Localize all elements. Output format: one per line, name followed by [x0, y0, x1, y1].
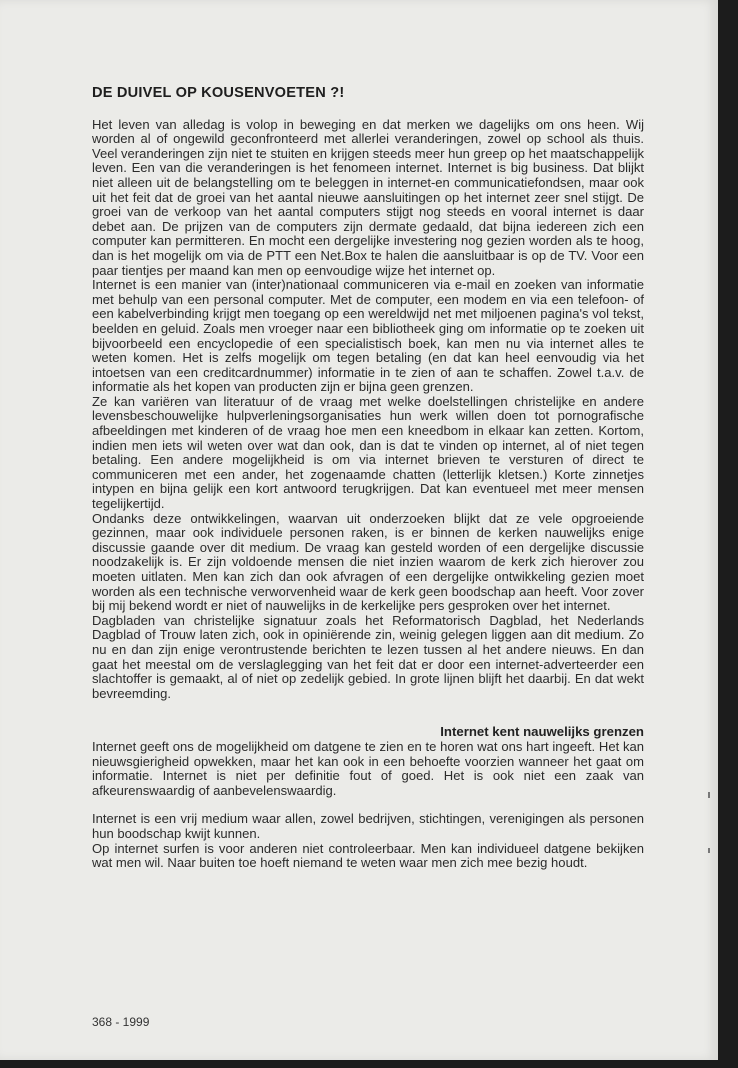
- paragraph: Op internet surfen is voor anderen niet controleerbaar. Men kan individueel datgene bekijken wat men wil. Naar buiten toe hoeft niemand te weten waar men zich mee bezig houdt.: [92, 840, 644, 871]
- scan-mark: [708, 792, 710, 798]
- scan-mark: [708, 848, 710, 853]
- paragraph: Het leven van alledag is volop in beweging en dat merken we dagelijks om ons heen. Wij worden al of ongewild geconfronteerd met allerlei veranderingen, zowel op school als thuis. Veel veranderingen zijn niet te stuiten en krijgen steeds meer hun greep op het maatschappelijk leven. Een van die veranderingen is het fenomeen internet. Internet is big business. Dat blijkt niet alleen uit de belangstelling om te beleggen in internet-en communicatiefondsen, maar ook uit het feit dat de groei van het aantal nieuwe aansluitingen op het internet zeer snel stijgt. De groei van de verkoop van het aantal computers stijgt nog steeds en vooral internet is daar debet aan. De prijzen van de computers zijn dermate gedaald, dat bijna iedereen zich een computer kan permitteren. En mocht een dergelijke investering nog gezien worden als te hoog, dan is het mogelijk om via de PTT een Net.Box te halen die aansluitbaar is op de TV. Voor een paar tientjes per maand kan men op eenvoudige wijze het internet op.: [92, 116, 644, 278]
- paragraph: Ondanks deze ontwikkelingen, waarvan uit onderzoeken blijkt dat ze vele opgroeiende gezinnen, maar ook individuele personen raken, is er binnen de kerken nauwelijks enige discussie gaande over dit medium. De vraag kan gesteld worden of een dergelijke discussie noodzakelijk is. Er zijn voldoende mensen die niet inzien waarom de kerk zich hierover zou moeten uitlaten. Men kan zich dan ook afvragen of een dergelijke ontwikkeling gezien moet worden als een technische verworvenheid waar de kerk geen boodschap aan heeft. Voor zover bij mij bekend wordt er niet of nauwelijks in de kerkelijke pers gesproken over het internet.: [92, 510, 644, 614]
- paragraph: Dagbladen van christelijke signatuur zoals het Reformatorisch Dagblad, het Nederlands Dagblad of Trouw laten zich, ook in opiniërende zin, weinig gelegen liggen aan dit medium. Zo nu en dan zijn enige verontrustende berichten te lezen tussen al het andere nieuws. En dan gaat het meestal om de verslaglegging van het feit dat er door een internet-adverteerder een slachtoffer is gemaakt, al of niet op zedelijk gebied. In grote lijnen blijft het daarbij. En dat wekt bevreemding.: [92, 612, 644, 701]
- paragraph: Internet is een vrij medium waar allen, zowel bedrijven, stichtingen, verenigingen als personen hun boodschap kwijt kunnen.: [92, 811, 644, 841]
- page-number: 368 - 1999: [92, 1015, 150, 1029]
- scan-edge-right: [718, 0, 738, 1068]
- paragraph: Ze kan variëren van literatuur of de vraag met welke doelstellingen christelijke en andere levensbeschouwelijke hulpverleningsorganisaties hun werk willen doen tot pornografische afbeeldingen met kinderen of de vraag hoe men een kneedbom in elkaar kan zetten. Kortom, indien men iets wil weten over wat dan ook, dan is dat te vinden op internet, al of niet tegen betaling. Een andere mogelijkheid is om via internet brieven te versturen of direct te communiceren met een ander, het zogenaamde chatten (letterlijk kletsen.) Korte zinnetjes intypen en bijna gelijk een kort antwoord terugkrijgen. Dat kan eventueel met meer mensen tegelijkertijd.: [92, 393, 644, 512]
- scan-edge-bottom: [0, 1060, 738, 1068]
- paragraph: Internet geeft ons de mogelijkheid om datgene te zien en te horen wat ons hart ingeeft. Het kan nieuwsgierigheid opwekken, maar het kan ook in een behoefte voorzien wanneer het gaat om informatie. Internet is niet per definitie fout of goed. Het is ook niet een zaak van afkeurenswaardig of aanbevelenswaardig.: [92, 738, 644, 798]
- article: [92, 86, 644, 871]
- article-title: DE DUIVEL OP KOUSENVOETEN ?!: [92, 85, 345, 101]
- paragraph: Internet is een manier van (inter)nationaal communiceren via e-mail en zoeken van informatie met behulp van een personal computer. Met de computer, een modem en via een telefoon- of een kabelverbinding krijgt men toegang op een wereldwijd net met miljoenen pagina's vol tekst, beelden en geluid. Zoals men vroeger naar een bibliotheek ging om informatie op te zoeken uit bijvoorbeeld een encyclopedie of een specialistisch boek, kan men nu via internet alles te weten komen. Het is zelfs mogelijk om tegen betaling (en dat kan heel eenvoudig via het intoetsen van een creditcardnummer) informatie in te zien of aan te schaffen. Zowel t.a.v. de informatie als het kopen van producten zijn er bijna geen grenzen.: [92, 277, 644, 395]
- section-heading: Internet kent nauwelijks grenzen: [440, 724, 644, 740]
